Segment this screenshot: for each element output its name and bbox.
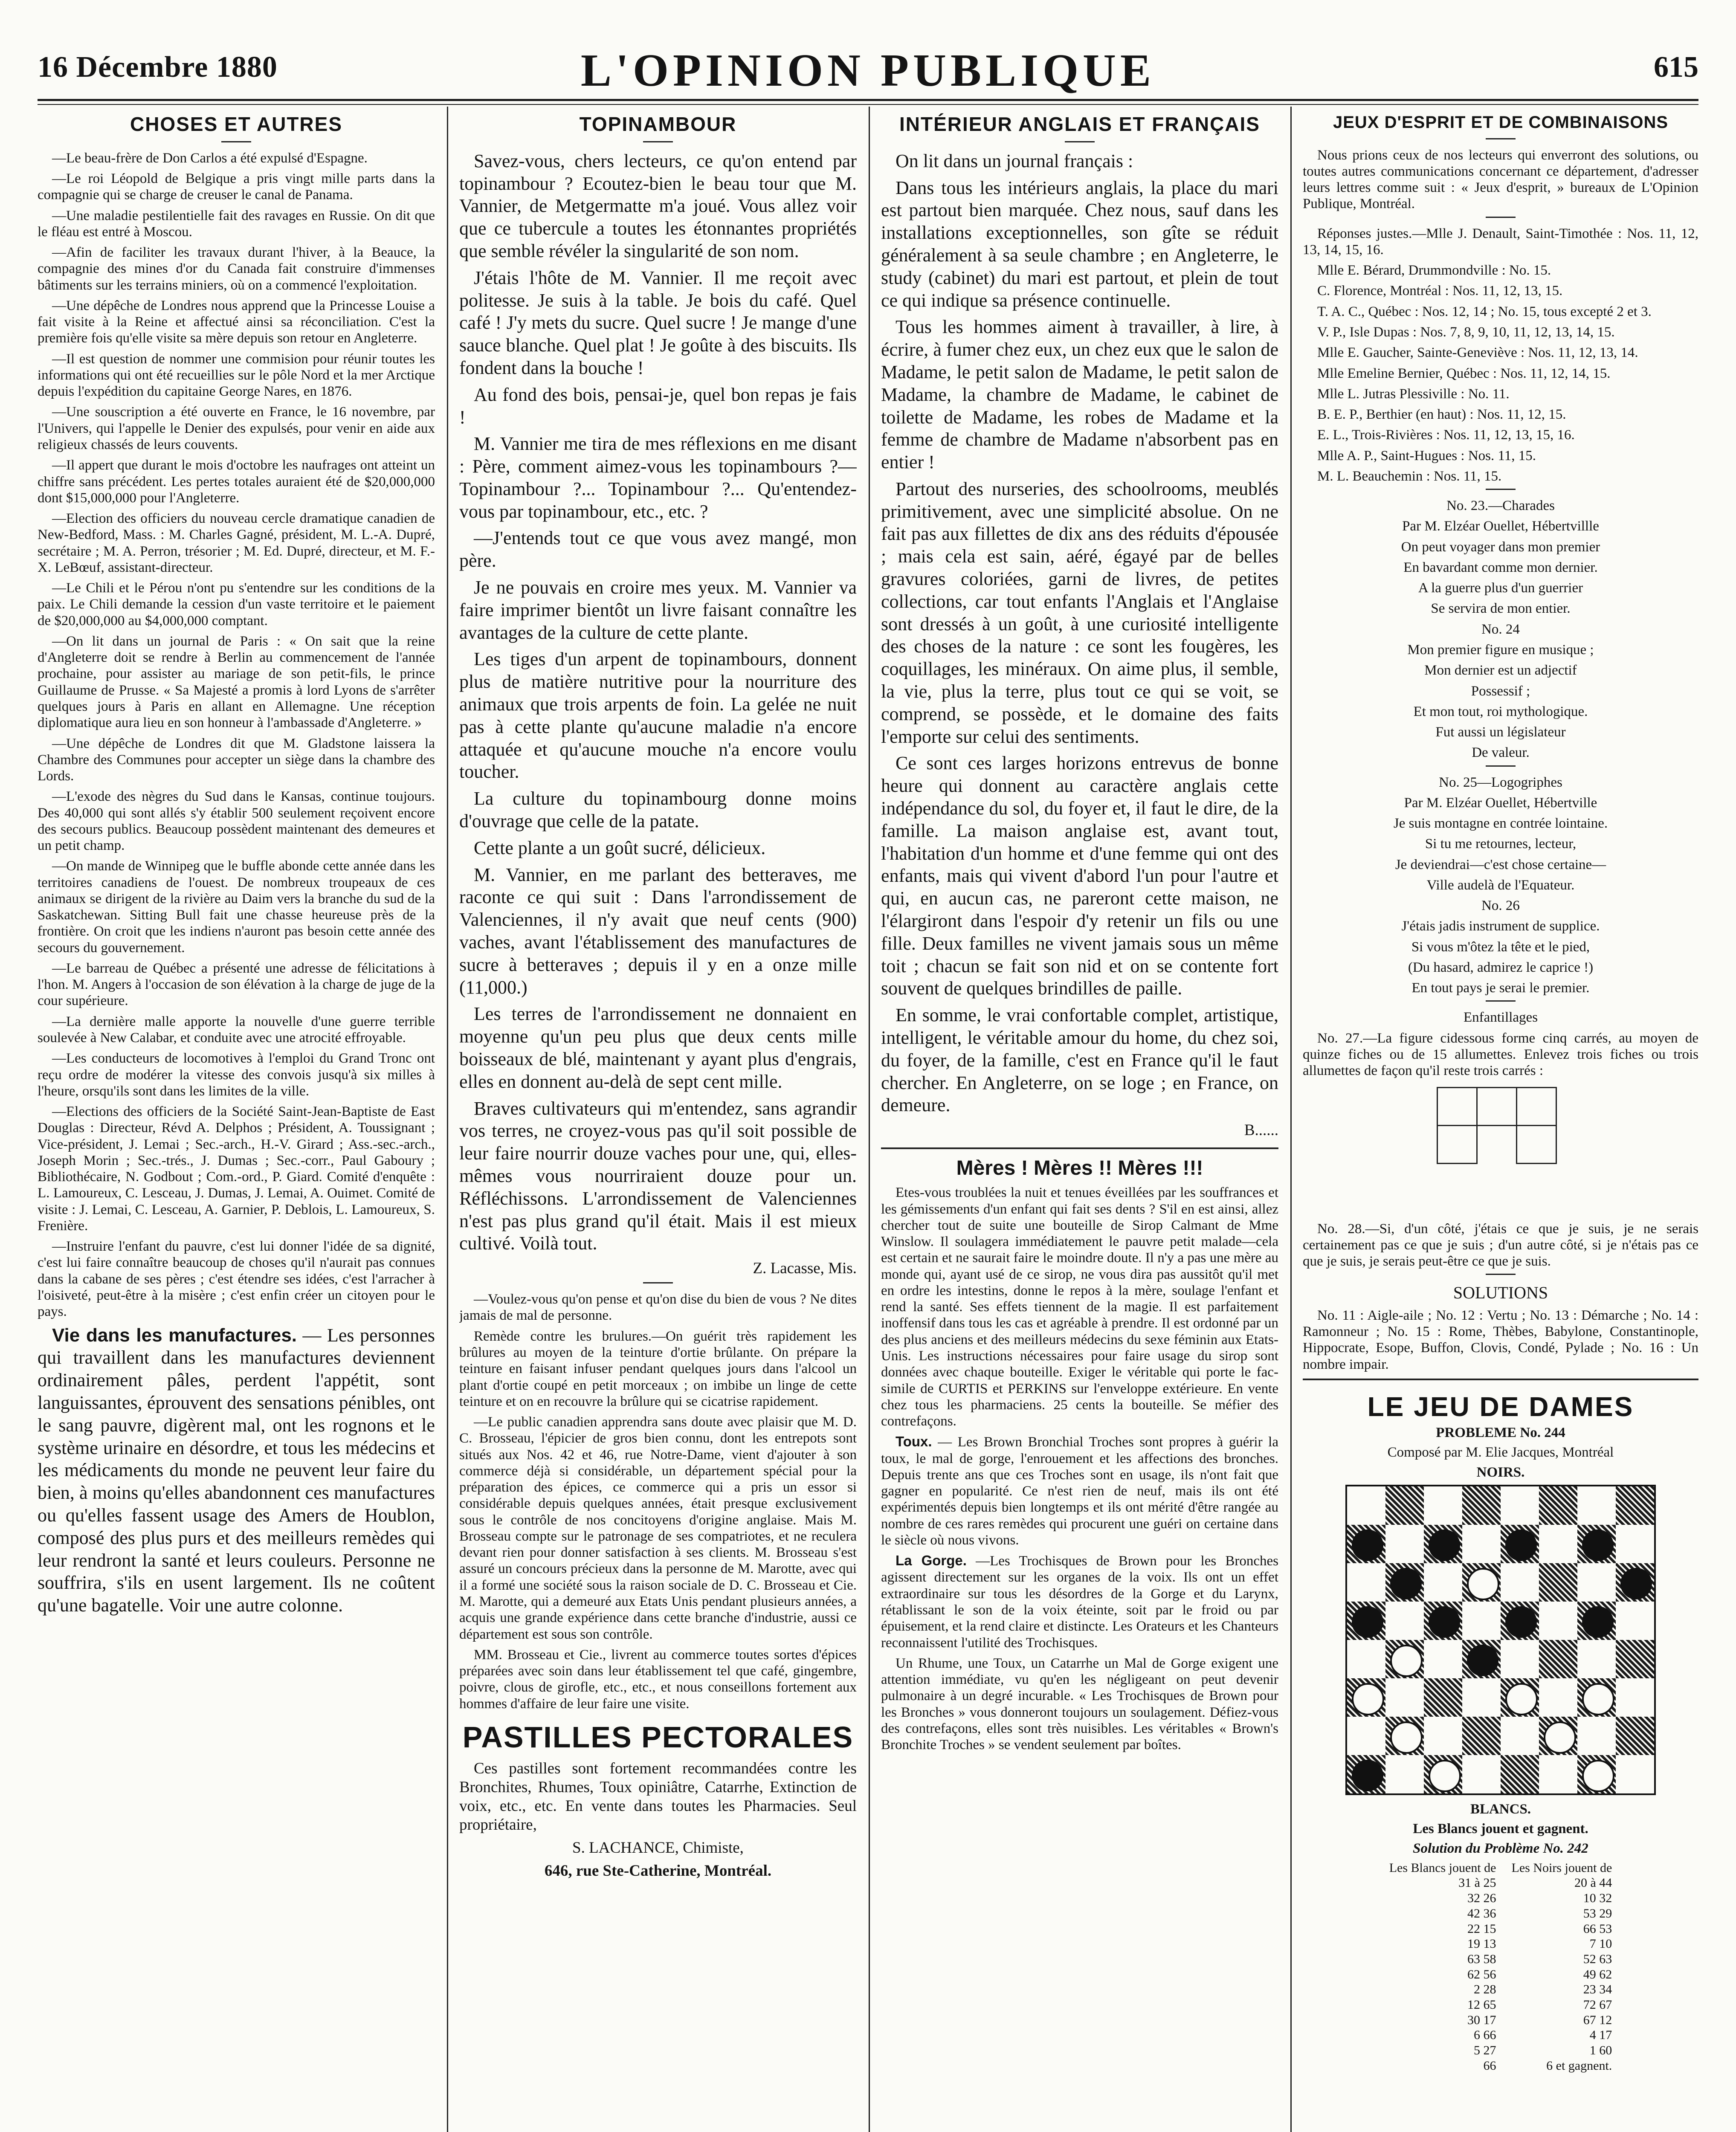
solution-move: 52 63 bbox=[1583, 1952, 1612, 1966]
board-square bbox=[1462, 1717, 1501, 1755]
board-square bbox=[1462, 1563, 1501, 1602]
solution-title: Solution du Problème No. 242 bbox=[1413, 1841, 1588, 1857]
reponse-line: Mlle Emeline Bernier, Québec : Nos. 11, 12, 14, 15. bbox=[1317, 365, 1611, 381]
verse-line: Ville audelà de l'Equateur. bbox=[1426, 877, 1575, 893]
solution-move: 1 60 bbox=[1589, 2043, 1612, 2057]
verse-line: Mon premier figure en musique ; bbox=[1407, 642, 1594, 658]
white-piece bbox=[1429, 1760, 1461, 1792]
masthead-rule bbox=[38, 99, 1698, 101]
newspaper-title: L'OPINION PUBLIQUE bbox=[580, 45, 1156, 96]
black-piece bbox=[1352, 1606, 1383, 1638]
board-square bbox=[1616, 1640, 1654, 1678]
matchstick-squares-figure bbox=[1437, 1087, 1565, 1211]
board-square bbox=[1347, 1640, 1385, 1678]
notice-paragraph: —Voulez-vous qu'on pense et qu'on dise du bien de vous ? Ne dites jamais de mal de personne. bbox=[459, 1292, 857, 1324]
no23-heading: No. 23.—Charades bbox=[1446, 498, 1555, 514]
puzzle-square bbox=[1476, 1087, 1517, 1126]
news-item: —Instruire l'enfant du pauvre, c'est lui donner l'idée de sa dignité, c'est lui faire connaître beaucoup de choses qu'il n'aurait pas connues dans la cabane de ses pères ; c'est étendre ses idées, c'est l'arracher à l'oisiveté, peut-être à la misère ; c'est enfin créer un citoyen pour le pays. bbox=[38, 1239, 435, 1320]
verse-line: Si vous m'ôtez la tête et le pied, bbox=[1411, 939, 1590, 955]
reponse-line: Mlle A. P., Saint-Hugues : Nos. 11, 15. bbox=[1317, 448, 1536, 463]
no25-heading: No. 25—Logogriphes bbox=[1439, 774, 1562, 790]
jeu-de-dames-title: LE JEU DE DAMES bbox=[1367, 1391, 1634, 1422]
divider bbox=[1486, 1000, 1516, 1002]
no24-lines bbox=[1303, 642, 1698, 761]
article-paragraph: Je ne pouvais en croire mes yeux. M. Vannier va faire imprimer bientôt un livre faisant connaître les avantages de la culture de cette plante. bbox=[459, 577, 857, 643]
reponse-line: M. L. Beauchemin : Nos. 11, 15. bbox=[1317, 468, 1502, 484]
board-square bbox=[1385, 1525, 1424, 1563]
verse-line: J'étais jadis instrument de supplice. bbox=[1401, 918, 1600, 934]
solution-row bbox=[1382, 1891, 1620, 1906]
blancs-jouent: Les Blancs jouent et gagnent. bbox=[1413, 1821, 1588, 1837]
board-square bbox=[1385, 1717, 1424, 1755]
divider bbox=[1303, 1379, 1698, 1380]
board-square bbox=[1616, 1525, 1654, 1563]
page-number: 615 bbox=[1654, 51, 1698, 84]
board-square bbox=[1347, 1563, 1385, 1602]
article-paragraph: Les tiges d'un arpent de topinambours, donnent plus de matière nutritive pour la nourriture des animaux que trois arpents de foin. La gelée ne nuit pas à cette plante qu'aucune maladie n'a encore attaquée et qu'aucune mouche n'a encore voulu toucher. bbox=[459, 649, 857, 782]
article-paragraph: J'étais l'hôte de M. Vannier. Il me reçoit avec politesse. Je suis à la table. Je bois du café. Quel café ! J'y mets du sucre. Quel sucre ! Je mange d'une sauce blanche. Quel plat ! Je goûte à des biscuits. Ils fondent dans la bouche ! bbox=[459, 267, 857, 378]
divider bbox=[643, 1282, 673, 1283]
article-signature: Z. Lacasse, Mis. bbox=[753, 1260, 857, 1277]
black-piece bbox=[1429, 1529, 1460, 1561]
news-item: —Une souscription a été ouverte en France, le 16 novembre, par l'Univers, qui l'appelle le Denier des expulsés, pour venir en aide aux religieux chassés de leurs couvents. bbox=[38, 404, 435, 452]
news-item: —Il est question de nommer une commision pour réunir toutes les informations qui ont été recueillies sur le pôle Nord et la mer Arctique depuis l'expédition du capitaine George Nares, en 1876. bbox=[38, 351, 435, 400]
board-square bbox=[1577, 1678, 1616, 1717]
news-item: —On mande de Winnipeg que le buffle abonde cette année dans les territoires canadiens de l'ouest. De nombreux troupeaux de ces animaux se dirigent de la rivière au Daim vers la branche du sud de la Saskatchewan. Sitting Bull fait une chasse heureuse près de la frontière. On croit que les indiens n'auront pas besoin cette année des secours du gouvernement. bbox=[38, 858, 435, 956]
board-square bbox=[1347, 1678, 1385, 1717]
black-piece bbox=[1352, 1760, 1383, 1791]
board-square bbox=[1539, 1525, 1577, 1563]
toux-notice bbox=[881, 1434, 1278, 1548]
solution-header: Les Blancs jouent de bbox=[1389, 1860, 1496, 1875]
no28-text: No. 28.—Si, d'un côté, j'étais ce que je suis, je ne serais certainement pas ce que je suis ; d'un autre côté, si je n'étais pas ce que je suis, je serais peut-être ce que je suis. bbox=[1303, 1221, 1698, 1269]
puzzle-square bbox=[1516, 1125, 1557, 1164]
pastilles-text: Ces pastilles sont fortement recommandées contre les Bronchites, Rhumes, Toux opiniâtre, Catarrhe, Extinction de voix, etc., etc. En vente dans toutes les Pharmacies. Seul propriétaire, bbox=[459, 1760, 857, 1834]
news-item: —Une dépêche de Londres nous apprend que la Princesse Louise a fait visite à la Reine et affectué ainsi sa réconciliation. C'est la première fois qu'elle visite sa mère depuis son retour en Angleterre. bbox=[38, 298, 435, 346]
probleme-number: PROBLEME No. 244 bbox=[1436, 1425, 1565, 1441]
masthead bbox=[38, 45, 1698, 101]
black-piece bbox=[1467, 1645, 1498, 1676]
solution-move: 72 67 bbox=[1583, 1997, 1612, 2012]
no26-heading: No. 26 bbox=[1481, 898, 1520, 914]
divider bbox=[1486, 217, 1516, 218]
white-piece bbox=[1582, 1760, 1614, 1792]
column-separator bbox=[447, 107, 448, 2132]
solution-move: 7 10 bbox=[1589, 1937, 1612, 1951]
solution-move: 53 29 bbox=[1583, 1906, 1612, 1921]
verse-line: Possessif ; bbox=[1471, 683, 1530, 699]
board-square bbox=[1577, 1640, 1616, 1678]
solution-row bbox=[1382, 1982, 1620, 1997]
solution-move: 6 66 bbox=[1474, 2028, 1496, 2042]
blancs-label: BLANCS. bbox=[1470, 1801, 1531, 1817]
board-square bbox=[1577, 1717, 1616, 1755]
section-heading: INTÉRIEUR ANGLAIS ET FRANÇAIS bbox=[899, 113, 1260, 135]
board-square bbox=[1616, 1602, 1654, 1640]
article-body bbox=[459, 150, 857, 1255]
solution-row bbox=[1382, 1952, 1620, 1967]
puzzle-square bbox=[1437, 1125, 1478, 1164]
no23-author: Par M. Elzéar Ouellet, Hébertvillle bbox=[1402, 519, 1599, 534]
board-square bbox=[1501, 1717, 1539, 1755]
board-square bbox=[1347, 1602, 1385, 1640]
news-item: —Il appert que durant le mois d'octobre les naufrages ont atteint un chiffre sans précédent. Les pertes totales auraient été de $20,000,000 dont $15,000,000 pour l'Angleterre. bbox=[38, 458, 435, 506]
solution-row bbox=[1382, 1967, 1620, 1982]
board-square bbox=[1347, 1755, 1385, 1793]
divider bbox=[643, 141, 673, 142]
news-item: —Election des officiers du nouveau cercle dramatique canadien de New-Bedford, Mass. : M. Charles Gagné, président, M. L.-A. Dupré, secrétaire ; M. A. Perron, trésorier ; M. Ed. Dupré, directeur, et M. F.-X. LeBœuf, assistant-directeur. bbox=[38, 511, 435, 575]
solution-move: 31 à 25 bbox=[1458, 1876, 1496, 1890]
pastilles-title: PASTILLES PECTORALES bbox=[462, 1720, 854, 1754]
reponse-line: T. A. C., Québec : Nos. 12, 14 ; No. 15, tous excepté 2 et 3. bbox=[1317, 304, 1652, 319]
rhume-notice: Un Rhume, une Toux, un Catarrhe un Mal de Gorge exigent une attention immédiate, vu qu'en les négligeant on peut devenir pulmonaire à un degré incurable. « Les Trochisques de Brown pour les Bronches » vous donneront toujours un soulagement. Défiez-vous des contrefaçons, elles sont très nuisibles. Les véritables « Brown's Bronchite Troches » se vendent seulement par boîtes. bbox=[881, 1655, 1278, 1753]
white-piece bbox=[1352, 1683, 1384, 1715]
article-paragraph: Tous les hommes aiment à travailler, à lire, à écrire, à fumer chez eux, un chez eux que le salon de Madame, le petit salon de Madame, le petit salon de Madame, la chambre de Madame, le cabinet de toilette de Madame, les robes de Madame et la femme de chambre de Madame n'absorbent pas en entier ! bbox=[881, 316, 1278, 473]
board-square bbox=[1424, 1563, 1462, 1602]
board-square bbox=[1539, 1602, 1577, 1640]
solutions-text: No. 11 : Aigle-aile ; No. 12 : Vertu ; No. 13 : Démarche ; No. 14 : Ramonneur ; No. 15 : Rome, Thèbes, Babylone, Constantinople, Hippocrate, Esope, Buffon, Clovis, Condé, Pylade ; No. 16 : Un nombre impair. bbox=[1303, 1307, 1698, 1372]
solution-header-row bbox=[1382, 1860, 1620, 1876]
verse-line: En tout pays je serai le premier. bbox=[1411, 980, 1590, 996]
no27-text: No. 27.—La figure cidessous forme cinq carrés, au moyen de quinze fiches ou de 15 allumettes. Enlevez trois fiches ou trois allumettes de façon qu'il reste trois carrés : bbox=[1303, 1030, 1698, 1079]
verse-line: En bavardant comme mon dernier. bbox=[1403, 559, 1598, 575]
board-square bbox=[1385, 1640, 1424, 1678]
board-square bbox=[1424, 1678, 1462, 1717]
news-item: —Une dépêche de Londres dit que M. Gladstone laissera la Chambre des Communes pour accepter un siège dans la chambre des Lords. bbox=[38, 736, 435, 784]
section-heading: TOPINAMBOUR bbox=[579, 113, 737, 135]
news-item: —Une maladie pestilentielle fait des ravages en Russie. On dit que le fléau est entré à Moscou. bbox=[38, 208, 435, 240]
board-square bbox=[1385, 1563, 1424, 1602]
verse-line: Fut aussi un législateur bbox=[1435, 724, 1566, 740]
solution-move: 42 36 bbox=[1467, 1906, 1496, 1921]
white-piece bbox=[1467, 1568, 1499, 1600]
verse-line: Se servira de mon entier. bbox=[1431, 601, 1571, 617]
column-choses-et-autres bbox=[38, 107, 435, 2132]
board-square bbox=[1616, 1563, 1654, 1602]
solution-move: 19 13 bbox=[1467, 1937, 1496, 1951]
solution-row bbox=[1382, 2013, 1620, 2028]
board-square bbox=[1539, 1755, 1577, 1793]
solution-move: 62 56 bbox=[1467, 1967, 1496, 1981]
solution-move: 66 bbox=[1483, 2058, 1496, 2073]
news-item: —Le roi Léopold de Belgique a pris vingt mille parts dans la compagnie qui se charge de creuser le canal de Panama. bbox=[38, 171, 435, 203]
toux-heading: Toux. bbox=[896, 1434, 932, 1450]
board-square bbox=[1462, 1602, 1501, 1640]
no24-heading: No. 24 bbox=[1481, 621, 1520, 637]
article-paragraph: Ce sont ces larges horizons entrevus de bonne heure qui donnent au caractère anglais cette indépendance du sol, du foyer et, il faut le dire, de la famille. La maison anglaise est, avant tout, l'habitation d'un homme et d'une femme qui ont des enfants, mais qui vivent d'abord l'un pour l'autre et qui, en aucun cas, ne pareront cette maison, ne l'élargiront dans l'espoir d'y retenir un fils ou une fille. Deux familles ne vivent jamais sous un même toit ; chacun se fait son nid et on se contente fort souvent de quelques brindilles de paille. bbox=[881, 753, 1278, 999]
divider bbox=[1486, 765, 1516, 767]
solution-move: 4 17 bbox=[1589, 2028, 1612, 2042]
article-paragraph: Au fond des bois, pensai-je, quel bon repas je fais ! bbox=[459, 384, 857, 428]
board-square bbox=[1501, 1486, 1539, 1525]
black-piece bbox=[1352, 1529, 1383, 1561]
board-square bbox=[1616, 1486, 1654, 1525]
solution-move: 23 34 bbox=[1583, 1982, 1612, 1997]
solution-row bbox=[1382, 2058, 1620, 2074]
board-square bbox=[1616, 1755, 1654, 1793]
solution-move: 66 53 bbox=[1583, 1921, 1612, 1936]
article-paragraph: Partout des nurseries, des schoolrooms, meublés primitivement, avec une simplicité absolue. On ne fait pas aux fillettes de dix ans des réduits d'épousée ; mais cela est sain, aéré, égayé par de belles gravures coloriées, garni de livres, de petites collections, car tout enfants l'Anglais et l'Anglaise sont dressés à un goût, à une curiosité intelligente des choses de la nature : ce sont les fougères, les coquillages, les minéraux. On aime plus, il semble, la vie, plus la terre, plus tout ce qui se voit, se comprend, se possède, et le domaine des faits l'emporte sur celui des sentiments. bbox=[881, 478, 1278, 747]
board-square bbox=[1424, 1486, 1462, 1525]
solution-row bbox=[1382, 2028, 1620, 2043]
column-jeux-d-esprit bbox=[1303, 107, 1698, 2132]
solution-row bbox=[1382, 1997, 1620, 2013]
board-square bbox=[1347, 1486, 1385, 1525]
article-paragraph: Savez-vous, chers lecteurs, ce qu'on entend par topinambour ? Ecoutez-bien le beau tour que M. Vannier, de Metgermatte m'a joué. Vous allez voir que ce tubercule a toutes les étonnantes propriétés que semble révéler la singularité de son nom. bbox=[459, 150, 857, 261]
solution-row bbox=[1382, 1875, 1620, 1891]
no25-author: Par M. Elzéar Ouellet, Hébertville bbox=[1404, 795, 1597, 811]
news-item: —La dernière malle apporte la nouvelle d'une guerre terrible soulevée à New Calabar, et conduite avec une atrocité effroyable. bbox=[38, 1014, 435, 1046]
board-square bbox=[1539, 1717, 1577, 1755]
solution-move: 22 15 bbox=[1467, 1921, 1496, 1936]
verse-line: (Du hasard, admirez le caprice !) bbox=[1408, 959, 1594, 975]
board-square bbox=[1424, 1602, 1462, 1640]
news-item: —L'exode des nègres du Sud dans le Kansas, continue toujours. Des 40,000 qui sont allés s'y établir 500 seulement reçoivent encore des secours publics. Beaucoup possèdent maintenant des demeures et un petit champ. bbox=[38, 789, 435, 854]
board-square bbox=[1539, 1486, 1577, 1525]
no25-lines bbox=[1303, 815, 1698, 893]
solution-move: 2 28 bbox=[1474, 1982, 1496, 1997]
black-piece bbox=[1505, 1606, 1537, 1638]
article-paragraph: Cette plante a un goût sucré, délicieux. bbox=[474, 837, 766, 858]
solution-header: Les Noirs jouent de bbox=[1511, 1860, 1612, 1875]
gorge-heading: La Gorge. bbox=[896, 1553, 967, 1569]
verse-line: Mon dernier est un adjectif bbox=[1424, 663, 1577, 678]
board-square bbox=[1462, 1678, 1501, 1717]
board-square bbox=[1577, 1602, 1616, 1640]
divider bbox=[1486, 489, 1516, 490]
verse-line: Et mon tout, roi mythologique. bbox=[1413, 704, 1588, 719]
board-square bbox=[1462, 1640, 1501, 1678]
gorge-notice bbox=[881, 1553, 1278, 1651]
black-piece bbox=[1582, 1529, 1614, 1561]
board-square bbox=[1501, 1678, 1539, 1717]
news-items bbox=[38, 150, 435, 1320]
vie-heading: Vie dans les manufactures. bbox=[52, 1324, 297, 1346]
divider bbox=[1065, 141, 1095, 142]
solution-move: 30 17 bbox=[1467, 2013, 1496, 2027]
toux-text: — Les Brown Bronchial Troches sont propres à guérir la toux, le mal de gorge, l'enrouement et les affections des bronches. Depuis trente ans que ces Troches sont en usage, ils n'ont fait que gagner en popularité. Ce n'est rien de neuf, mais ils ont été expérimentés depuis bien longtemps et ils ont mérité d'être rangée au nombre de ces rares remèdes qui procurent une guéri on certaine dans le siècle où nous vivons. bbox=[881, 1434, 1278, 1548]
verse-line: On peut voyager dans mon premier bbox=[1401, 539, 1600, 555]
reponses-list bbox=[1303, 226, 1698, 484]
board-square bbox=[1424, 1525, 1462, 1563]
board-square bbox=[1577, 1563, 1616, 1602]
black-piece bbox=[1505, 1529, 1537, 1561]
divider bbox=[221, 141, 251, 142]
puzzle-square bbox=[1437, 1087, 1478, 1126]
solution-row bbox=[1382, 1921, 1620, 1937]
board-square bbox=[1462, 1486, 1501, 1525]
article-paragraph: En somme, le vrai confortable complet, artistique, intelligent, le véritable amour du home, du chez soi, du foyer, de la famille, c'est en France qu'il le faut chercher. En Angleterre, on se loge ; en France, on demeure. bbox=[881, 1005, 1278, 1116]
board-square bbox=[1501, 1563, 1539, 1602]
article-paragraph: On lit dans un journal français : bbox=[896, 150, 1133, 171]
section-heading: CHOSES ET AUTRES bbox=[130, 113, 343, 135]
notice-paragraph: —Le public canadien apprendra sans doute avec plaisir que M. D. C. Brosseau, l'épicier de gros bien connu, dont les entrepots sont situés aux Nos. 42 et 46, rue Notre-Dame, vient d'ajouter à son commerce déjà si considérable, un département spécial pour la préparation des épices, ce commerce qui a pris un essor si considérable depuis quelques années, était presque exclusivement sous le contrôle de nos concitoyens d'origine anglaise. Mais M. Brosseau compte sur le patronage de ses compatriotes, et ne reculera devant rien pour donner satisfaction à ses clients. M. Brosseau s'est assuré un concours précieux dans la personne de M. Marotte, avec qui il a formé une société sous la raison sociale de D. C. Brosseau et Cie. M. Marotte, qui a demeuré aux Etats Unis pendant plusieurs années, a acquis une grande expérience dans cette branche d'industrie, aussi ce département est sous son contrôle. bbox=[459, 1414, 857, 1642]
article-paragraph: Dans tous les intérieurs anglais, la place du mari est partout bien marquée. Chez nous, sauf dans les installations exceptionnelles, son gîte se réduit généralement à sa seule chambre ; en Angleterre, le study (cabinet) du mari est partout, et plein de tout ce qui indique sa présence continuelle. bbox=[881, 177, 1278, 311]
board-square bbox=[1501, 1602, 1539, 1640]
board-square bbox=[1385, 1678, 1424, 1717]
solution-move: 49 62 bbox=[1583, 1967, 1612, 1981]
solution-move: 32 26 bbox=[1467, 1891, 1496, 1906]
board-square bbox=[1347, 1525, 1385, 1563]
reponse-line: C. Florence, Montréal : Nos. 11, 12, 13, 15. bbox=[1317, 283, 1563, 299]
board-square bbox=[1539, 1563, 1577, 1602]
board-square bbox=[1424, 1640, 1462, 1678]
board-square bbox=[1616, 1717, 1654, 1755]
board-square bbox=[1462, 1755, 1501, 1793]
vie-text: — Les personnes qui travaillent dans les manufactures deviennent ordinairement pâles, perdent l'appétit, sont languissantes, éprouvent des sensations pénibles, ont le sang pauvre, digèrent mal, ont les rognons et le système urinaire en désordre, et tous les médecins et les médicaments du monde ne peuvent leur faire du bien, à moins qu'elles abandonnent ces manufactures ou qu'elles fassent usage des Amers de Houblon, composé des plus purs et des meilleurs remèdes qui leur rendront la santé et leurs couleurs. Personne ne souffrira, s'ils en usent largement. Ils ne coûtent qu'une bagatelle. Voir une autre colonne. bbox=[38, 1324, 435, 1616]
board-square bbox=[1501, 1755, 1539, 1793]
meres-title: Mères ! Mères !! Mères !!! bbox=[956, 1157, 1203, 1180]
solution-move: 63 58 bbox=[1467, 1952, 1496, 1966]
white-piece bbox=[1544, 1721, 1576, 1754]
news-item: —Le beau-frère de Don Carlos a été expulsé d'Espagne. bbox=[52, 150, 368, 166]
verse-line: Je suis montagne en contrée lointaine. bbox=[1393, 816, 1608, 831]
article-signature: B...... bbox=[1244, 1121, 1278, 1139]
noirs-label: NOIRS. bbox=[1476, 1464, 1525, 1480]
board-square bbox=[1424, 1755, 1462, 1793]
short-notices bbox=[459, 1291, 857, 1712]
jeux-intro: Nous prions ceux de nos lecteurs qui enverront des solutions, ou toutes autres communications concernant ce département, d'adresser leurs lettres comme suit : « Jeux d'esprit, » bureaux de L'Opinion Publique, Montréal. bbox=[1303, 147, 1698, 212]
meres-text: Etes-vous troublées la nuit et tenues éveillées par les souffrances et les gémissements d'un enfant qui fait ses dents ? S'il en est ainsi, allez chercher tout de suite une bouteille de Sirop Calmant de Mme Winslow. Il soulagera immédiatement le pauvre petit malade—cela est certain et ne saurait faire le moindre doute. Il n'y a pas une mère au monde qui, ayant usé de ce sirop, ne vous dira pas aussitôt qu'il met en ordre les intestins, donne le repos à la mère, soulage l'enfant et rend la santé. Ses effets tiennent de la magie. Il est parfaitement inoffensif dans tous les cas et agréable à prendre. Il est ordonné par un des plus anciens et des meilleurs médecins du sexe féminin aux Etats-Unis. Les instructions nécessaires pour faire usage du sirop sont données avec chaque bouteille. Exiger le véritable qui porte le fac-simile de CURTIS et PERKINS sur l'enveloppe extérieure. En vente chez tous les pharmaciens. 25 cents la bouteille. Se méfier des contrefaçons. bbox=[881, 1185, 1278, 1429]
black-piece bbox=[1582, 1606, 1614, 1638]
board-square bbox=[1501, 1640, 1539, 1678]
issue-date: 16 Décembre 1880 bbox=[38, 51, 278, 84]
notice-paragraph: MM. Brosseau et Cie., livrent au commerce toutes sortes d'épices préparées avec soin dans leur établissement tel que café, gingembre, poivre, clous de girofle, etc., etc., et nous conseillons fortement aux hommes d'affaire de leur faire une visite. bbox=[459, 1647, 857, 1712]
divider bbox=[881, 1147, 1278, 1149]
no23-lines bbox=[1303, 539, 1698, 617]
solution-table bbox=[1382, 1860, 1620, 2074]
board-square bbox=[1462, 1525, 1501, 1563]
board-square bbox=[1385, 1755, 1424, 1793]
divider bbox=[1486, 1274, 1516, 1275]
article-paragraph: Les terres de l'arrondissement ne donnaient en moyenne qu'un peu plus que deux cents mille boisseaux de blé, maintenant y ayant plus d'engrais, elles en donnent au-delà de sept cent mille. bbox=[459, 1003, 857, 1092]
vie-manufactures-notice bbox=[38, 1324, 435, 1617]
board-square bbox=[1616, 1678, 1654, 1717]
board-square bbox=[1577, 1486, 1616, 1525]
black-piece bbox=[1429, 1606, 1460, 1638]
reponse-line: B. E. P., Berthier (en haut) : Nos. 11, 12, 15. bbox=[1317, 407, 1566, 423]
board-square bbox=[1577, 1755, 1616, 1793]
white-piece bbox=[1582, 1683, 1614, 1715]
solution-move: 6 et gagnent. bbox=[1546, 2058, 1612, 2073]
article-paragraph: Braves cultivateurs qui m'entendez, sans agrandir vos terres, ne croyez-vous pas qu'il soit possible de leur faire nourrir douze vaches pour une, qui, elles-mêmes vous nourriraient douze pour un. Réfléchissons. L'arrondissement de Valenciennes n'est pas plus grand qu'il était. Mais il est mieux cultivé. Voilà tout. bbox=[459, 1098, 857, 1254]
article-paragraph: M. Vannier, en me parlant des betteraves, me raconte ce qui suit : Dans l'arrondissement de Valenciennes, il n'y avait que neuf cents (900) vaches, avant l'établissement des manufactures de sucre à betteraves ; depuis il y en a onze mille (11,000.) bbox=[459, 864, 857, 998]
reponse-line: Mlle E. Gaucher, Sainte-Geneviève : Nos. 11, 12, 13, 14. bbox=[1317, 345, 1638, 361]
pastilles-address: 646, rue Ste-Catherine, Montréal. bbox=[544, 1862, 772, 1880]
reponse-line: Mlle E. Bérard, Drummondville : No. 15. bbox=[1317, 263, 1551, 278]
board-square bbox=[1385, 1602, 1424, 1640]
checkers-board bbox=[1345, 1485, 1656, 1795]
puzzle-square bbox=[1516, 1087, 1557, 1126]
solution-row bbox=[1382, 1906, 1620, 1921]
column-topinambour bbox=[459, 107, 857, 2132]
solution-move: 5 27 bbox=[1474, 2043, 1496, 2057]
column-separator bbox=[869, 107, 870, 2132]
reponse-line: Réponses justes.—Mlle J. Denault, Saint-Timothée : Nos. 11, 12, 13, 14, 15, 16. bbox=[1303, 226, 1698, 258]
board-square bbox=[1539, 1678, 1577, 1717]
gorge-text: —Les Trochisques de Brown pour les Bronches agissent directement sur les organes de la voix. Ils ont un effet extraordinaire sur tous les désordres de la Gorge et du Larynx, rétablissant le son de la voix éteinte, soit par le froid ou par épuisement, et la rend claire et distincte. Les Orateurs et les Chanteurs reconnaissent l'utilité des Trochisques. bbox=[881, 1553, 1278, 1651]
verse-line: A la guerre plus d'un guerrier bbox=[1418, 580, 1583, 596]
article-body bbox=[881, 150, 1278, 1117]
no26-lines bbox=[1303, 918, 1698, 996]
solution-move: 12 65 bbox=[1467, 1997, 1496, 2012]
column-interieur bbox=[881, 107, 1278, 2132]
board-square bbox=[1385, 1486, 1424, 1525]
board-square bbox=[1539, 1640, 1577, 1678]
board-square bbox=[1577, 1525, 1616, 1563]
solution-move: 67 12 bbox=[1583, 2013, 1612, 2027]
verse-line: Je deviendrai—c'est chose certaine— bbox=[1395, 857, 1606, 872]
reponse-line: V. P., Isle Dupas : Nos. 7, 8, 9, 10, 11, 12, 13, 14, 15. bbox=[1317, 324, 1615, 340]
news-item: —On lit dans un journal de Paris : « On sait que la reine d'Angleterre doit se rendre à Berlin au commencement de l'année prochaine, pour assister au mariage de son petit-fils, le prince Guillaume de Prusse. « Sa Majesté a promis à lord Lyons de s'arrêter quelques jours à Paris en allant en Allemagne. Une réception diplomatique aura lieu en son honneur à l'ambassade d'Angleterre. » bbox=[38, 633, 435, 731]
white-piece bbox=[1390, 1721, 1423, 1754]
column-separator bbox=[1290, 107, 1292, 2132]
verse-line: Si tu me retournes, lecteur, bbox=[1425, 836, 1577, 852]
black-piece bbox=[1620, 1568, 1652, 1599]
verse-line: De valeur. bbox=[1472, 745, 1530, 761]
probleme-author: Composé par M. Elie Jacques, Montréal bbox=[1387, 1445, 1614, 1460]
board-square bbox=[1424, 1717, 1462, 1755]
reponse-line: Mlle L. Jutras Plessiville : No. 11. bbox=[1317, 386, 1510, 402]
notice-paragraph: Remède contre les brulures.—On guérit très rapidement les brûlures au moyen de la teinture d'ortie brûlante. On prépare la teinture en faisant infuser pendant quelques jours dans l'alcool un plant d'ortie coupé en petit morceaux ; on imbibe un linge de cette teinture et on en recouvre la brûlure qui se cicatrise rapidement. bbox=[459, 1328, 857, 1409]
reponse-line: E. L., Trois-Rivières : Nos. 11, 12, 13, 15, 16. bbox=[1317, 427, 1575, 443]
solution-move: 20 à 44 bbox=[1574, 1876, 1612, 1890]
news-item: —Le Chili et le Pérou n'ont pu s'entendre sur les conditions de la paix. Le Chili demande la cession d'un vaste territoire et le paiement de $20,000,000 au $4,000,000 comptant. bbox=[38, 580, 435, 629]
pastilles-owner: S. LACHANCE, Chimiste, bbox=[572, 1839, 744, 1857]
article-paragraph: M. Vannier me tira de mes réflexions en me disant : Père, comment aimez-vous les topinambours ?—Topinambour ?... Topinambour ?... Qu'entendez-vous par topinambour, etc., etc. ? bbox=[459, 433, 857, 522]
white-piece bbox=[1505, 1683, 1538, 1715]
divider bbox=[1486, 138, 1516, 139]
solution-row bbox=[1382, 1936, 1620, 1952]
white-piece bbox=[1390, 1645, 1423, 1677]
article-paragraph: La culture du topinambourg donne moins d'ouvrage que celle de la patate. bbox=[459, 788, 857, 832]
solutions-heading: SOLUTIONS bbox=[1453, 1283, 1548, 1303]
news-item: —Elections des officiers de la Société Saint-Jean-Baptiste de East Douglas : Directeur, Révd A. Delphos ; Président, A. Toussignant ; Vice-président, J. Lemai ; Sec.-arch., H.-V. Girard ; Ass.-sec.-arch., Joseph Morin ; Sec.-trés., J. Dumas ; Sec.-corr., Paul Gaboury ; Bibliothécaire, N. Godbout ; Com.-ord., P. Giard. Comité d'enquête : L. Lamoureux, C. Lesceau, J. Dumas, J. Lemai, A. Ouimet. Comité de visite : J. Lemai, C. Lesceau, A. Garnier, P. Deblois, L. Lamoureux, S. Frenière. bbox=[38, 1104, 435, 1234]
black-piece bbox=[1390, 1568, 1422, 1599]
section-heading: JEUX D'ESPRIT ET DE COMBINAISONS bbox=[1333, 113, 1669, 132]
news-item: —Le barreau de Québec a présenté une adresse de félicitations à l'hon. M. Angers à l'occasion de son élévation à la charge de juge de la cour supérieure. bbox=[38, 960, 435, 1009]
news-item: —Les conducteurs de locomotives à l'emploi du Grand Tronc ont reçu ordre de modérer la vitesse des convois jusqu'à six milles à l'heure, orsqu'ils sont dans les limites de la ville. bbox=[38, 1051, 435, 1099]
article-paragraph: —J'entends tout ce que vous avez mangé, mon père. bbox=[459, 527, 857, 571]
solution-row bbox=[1382, 2043, 1620, 2058]
enfantillages-heading: Enfantillages bbox=[1463, 1010, 1538, 1025]
solution-move: 10 32 bbox=[1583, 1891, 1612, 1906]
news-item: —Afin de faciliter les travaux durant l'hiver, à la Beauce, la compagnie des mines d'or du Canada fait construire d'immenses bâtiments sur les terrains miniers, où on a commencé l'exploitation. bbox=[38, 245, 435, 293]
board-square bbox=[1501, 1525, 1539, 1563]
masthead-rule-thin bbox=[38, 104, 1698, 105]
board-square bbox=[1347, 1717, 1385, 1755]
